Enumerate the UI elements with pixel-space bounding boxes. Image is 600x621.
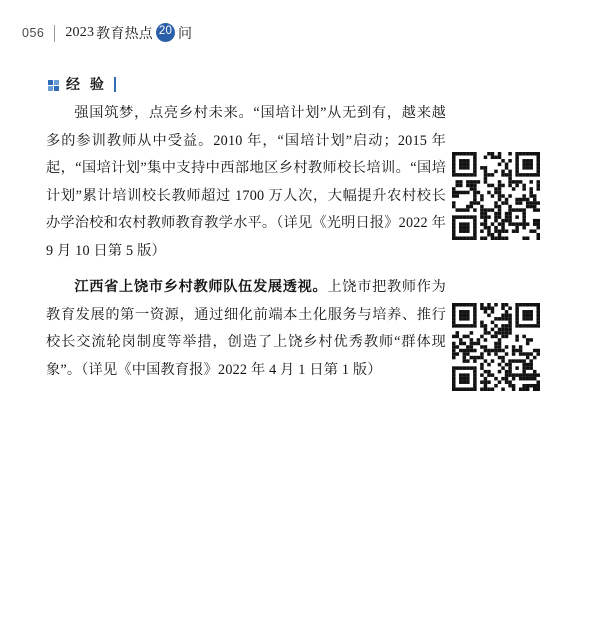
body-text <box>46 100 446 390</box>
header-title-part2: 问 <box>177 27 193 42</box>
qr-code-article-1[interactable] <box>452 152 540 240</box>
header-title <box>65 23 192 43</box>
section-title: 经 验 <box>66 76 107 92</box>
paragraph-2 <box>46 274 446 384</box>
qr-code-article-2[interactable] <box>452 303 540 391</box>
section-heading <box>48 74 116 94</box>
header-year: 2023 <box>65 25 95 40</box>
paragraph-1: 强国筑梦，点亮乡村未来。“国培计划”从无到有，越来越多的参训教师从中受益。2010 年，“国培计划”启动；2015 年起，“国培计划”集中支持中西部地区乡村教师校长培训。“国培计划”累计培训校长教师超过 1700 万人次，大幅提升农村校长办学治校和农村教师教育教学水平。（详见《光明日报》2022 年 9 月 10 日第 5 版） <box>46 105 446 259</box>
header-badge: 20 <box>156 23 175 42</box>
header-title-part1: 教育热点 <box>96 27 153 42</box>
heading-accent-bar <box>114 77 116 92</box>
four-squares-icon <box>48 80 59 91</box>
paragraph-2-lead: 江西省上饶市乡村教师队伍发展透视。 <box>74 279 328 295</box>
page-number: 056 <box>22 26 45 40</box>
paragraph-2-rest: 上饶市把教师作为教育发展的第一资源，通过细化前端本土化服务与培养、推行校长交流轮岗制度等举措，创造了上饶乡村优秀教师“群体现象”。（详见《中国教育报》2022 年 4 月 1 日第 1 版） <box>46 279 446 378</box>
page-header <box>22 18 578 48</box>
header-divider <box>54 25 55 42</box>
